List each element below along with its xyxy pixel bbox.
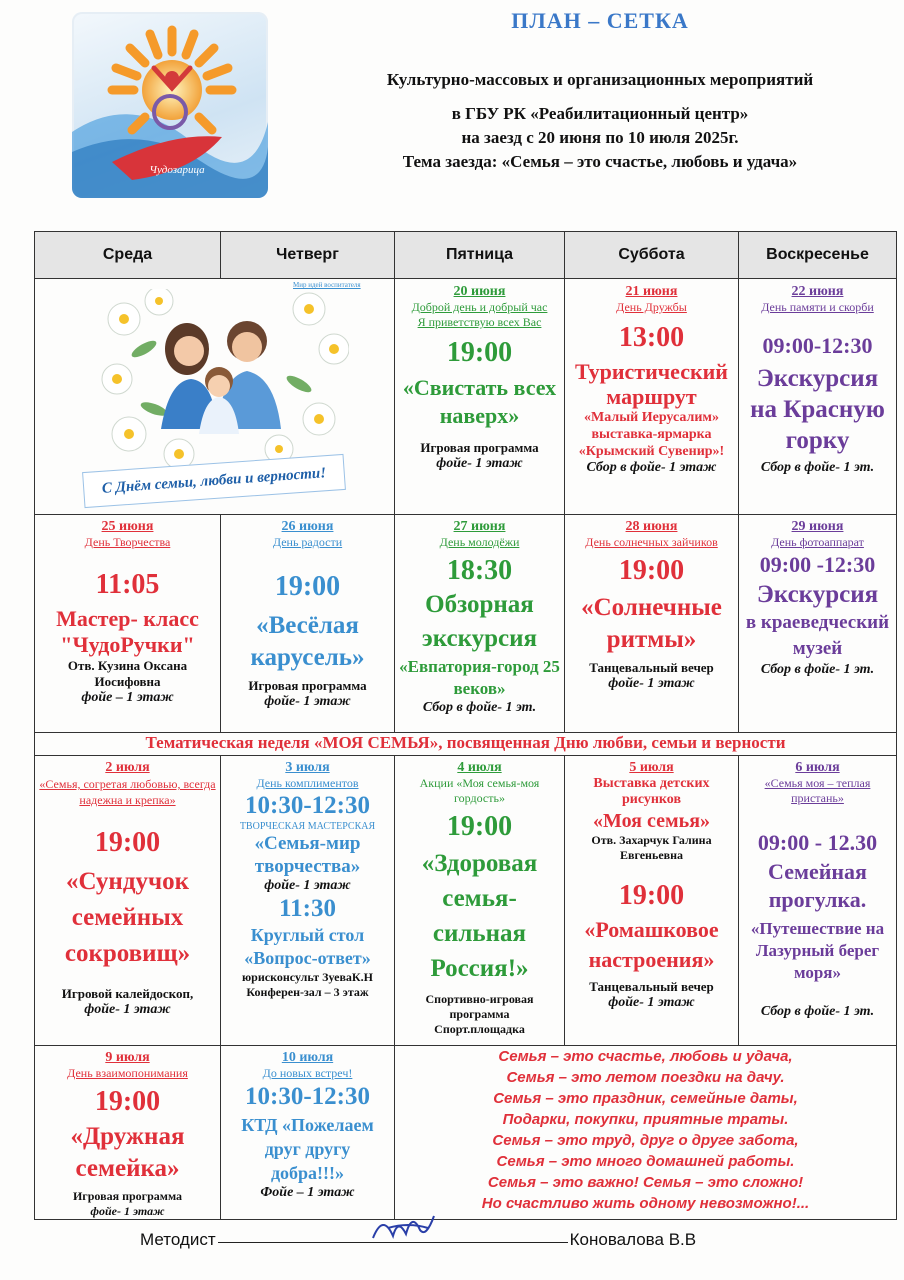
event-date: 22 июня [791,284,844,299]
event-day-name: День молодёжи [439,535,520,549]
logo-caption: Чудозарица [149,164,205,176]
signature-icon [368,1208,438,1248]
event-type: Игровая программа [248,678,367,693]
event-time: 18:30 [446,555,513,586]
event-time: 10:30-12:30 [245,792,370,819]
table-header-row [35,232,897,279]
event-date: 29 июня [791,519,844,534]
workshop-label: ТВОРЧЕСКАЯ МАСТЕРСКАЯ [239,821,376,832]
event-place-2: Конферен-зал – 3 этаж [246,985,369,999]
event-day-name: День Дружбы [616,300,687,314]
event-type: Игровая программа [420,440,539,455]
poem-line: Семья – это много домашней работы. [496,1153,795,1170]
event-type: Танцевальный вечер [589,979,714,994]
day-header: Пятница [395,232,565,279]
event-place: фойе- 1 этаж [608,676,695,691]
event-subtitle: «Малый Иерусалим» выставка-ярмарка «Крымский Сувенир»! [578,410,725,459]
event-date: 10 июля [281,1050,334,1065]
schedule-table [34,231,897,1220]
event-date: 4 июля [457,760,502,775]
event-cell-20-june [395,279,565,515]
event-time: 09:00 - 12.30 [757,830,878,855]
event-type: Игровая программа [72,1189,183,1203]
event-day-name: Акции «Моя семья-моя гордость» [419,776,540,805]
image-caption: Мир идей воспитателя [293,281,361,289]
event-title: Обзорная экскурсия [421,591,538,652]
event-responsible: Отв. Кузина Оксана Иосифовна [67,658,188,689]
event-cell-3-july [221,756,395,1046]
event-title-2: Круглый стол «Вопрос-ответ» [244,925,371,968]
footer-role: Методист [140,1230,216,1249]
event-type: Танцевальный вечер [589,660,714,675]
event-cell-5-july [565,756,739,1046]
event-day-name: День Творчества [84,535,171,549]
event-subtitle: «Путешествие на Лазурный берег моря» [750,919,885,982]
event-title-2: в краеведческий музей [745,612,890,659]
poem-line: Семья – это труд, друг о друге забота, [492,1132,799,1149]
event-day-name: День солнечных зайчиков [585,535,718,549]
event-subtitle: «Евпатория-город 25 веков» [399,657,560,698]
family-day-illustration [35,279,395,515]
day-header: Воскресенье [739,232,897,279]
family-day-banner: С Днём семьи, любви и верности! [101,464,327,497]
table-row [35,1046,897,1220]
event-day-name: День радости [272,535,343,549]
event-place: Сбор в фойе- 1 эт. [422,700,537,715]
event-time: 09:00-12:30 [762,333,873,358]
event-time: 10:30-12:30 [245,1083,370,1110]
event-title: КТД «Пожелаем друг другу добра!!!» [241,1115,374,1183]
event-title: Мастер- класс "ЧудоРучки" [56,606,199,657]
event-day-name: Доброй день и добрый час [411,300,548,314]
table-row [35,756,897,1046]
event-time: 19:00 [94,1086,161,1117]
event-cell-25-june [35,515,221,733]
event-date: 27 июня [453,519,506,534]
event-title: «Солнечные ритмы» [581,594,722,653]
event-time: 11:05 [95,569,160,600]
event-cell-10-july [221,1046,395,1220]
event-cell-28-june [565,515,739,733]
event-place: Сбор в фойе- 1 эт. [760,662,875,677]
event-title: «Здоровая семья-сильная Россия!» [421,850,538,982]
event-title: Семейная прогулка. [768,859,867,912]
page-title: ПЛАН – СЕТКА [511,8,689,33]
family-poem [395,1046,897,1220]
event-place: Спорт.площадка [434,1022,525,1036]
event-time: 19:00 [94,827,161,858]
footer-signature [140,1230,860,1250]
event-day-name: Выставка детских рисунков [593,776,710,807]
poem-line: Подарки, покупки, приятные траты. [502,1111,789,1128]
event-time: 09:00 -12:30 [759,552,876,577]
poem-line: Семья – это летом поездки на дачу. [506,1069,785,1086]
event-day-name: День фотоаппарат [771,535,864,549]
event-place: фойе- 1 этаж [90,1204,165,1218]
event-title: «Свистать всех наверх» [402,375,557,428]
event-place: Сбор в фойе- 1 этаж [586,460,717,475]
event-time-2: 11:30 [279,895,336,922]
event-date: 25 июня [101,519,154,534]
event-place: фойе- 1 этаж [436,456,523,471]
footer-name: Коновалова В.В [569,1230,697,1249]
event-cell-29-june [739,515,897,733]
header-line-1: Культурно-массовых и организационных мероприятий [386,70,814,89]
event-place: фойе – 1 этаж [81,690,174,705]
event-title-2: «Ромашковое настроения» [584,917,719,972]
event-title: «Моя семья» [592,810,711,832]
event-responsible: Отв. Захарчук Галина Евгеньевна [591,833,712,862]
event-cell-22-june [739,279,897,515]
poem-line: Семья – это счастье, любовь и удача, [498,1048,793,1065]
event-cell-4-july [395,756,565,1046]
event-date: 20 июня [453,284,506,299]
header-line-3: на заезд с 20 июня по 10 июля 2025г. [461,128,739,147]
poem-line: Семья – это важно! Семья – это сложно! [487,1174,804,1191]
event-day-name: Я приветствую всех Вас [417,315,542,329]
event-place: Сбор в фойе- 1 эт. [760,1004,875,1019]
logo [72,12,268,198]
event-title: Экскурсия на Красную горку [750,365,885,454]
event-place: фойе- 1 этаж [264,878,351,893]
event-cell-9-july [35,1046,221,1220]
event-place: фойе- 1 этаж [84,1002,171,1017]
header-line-2: в ГБУ РК «Реабилитационный центр» [451,104,749,123]
event-date: 3 июля [285,760,330,775]
event-title: «Семья-мир творчества» [254,833,361,877]
event-type: Спортивно-игровая программа [425,992,534,1021]
event-day-name: День взаимопонимания [67,1066,188,1080]
event-date: 28 июня [625,519,678,534]
theme-week-banner [35,733,897,756]
day-header: Среда [35,232,221,279]
event-cell-26-june [221,515,395,733]
table-row [35,279,897,515]
event-day-name: День памяти и скорби [761,300,874,314]
day-header: Четверг [221,232,395,279]
event-cell-21-june [565,279,739,515]
event-type: Игровой калейдоскоп, [61,986,194,1001]
event-date: 5 июля [629,760,674,775]
table-row [35,733,897,756]
table-row [35,515,897,733]
event-day-name: «Семья моя – теплая пристань» [764,776,871,805]
event-date: 6 июля [795,760,840,775]
event-date: 21 июня [625,284,678,299]
event-title: Экскурсия [756,581,879,608]
event-date: 2 июля [105,760,150,775]
event-title: «Сундучок семейных сокровищ» [64,868,191,967]
event-title: «Весёлая карусель» [250,612,365,671]
event-cell-2-july [35,756,221,1046]
event-place: Сбор в фойе- 1 эт. [760,460,875,475]
event-time: 19:00 [618,555,685,586]
event-time: 13:00 [618,322,685,353]
event-place: фойе- 1 этаж [608,995,695,1010]
event-day-name: До новых встреч! [262,1066,353,1080]
event-cell-27-june [395,515,565,733]
event-title: Туристический маршрут [575,359,728,409]
event-cell-6-july [739,756,897,1046]
event-place: фойе- 1 этаж [264,694,351,709]
event-time: 19:00 [446,337,513,368]
event-time: 19:00 [618,880,685,911]
event-day-name: День комплиментов [256,776,359,790]
event-time: 19:00 [446,811,513,842]
event-date: 26 июня [281,519,334,534]
poem-line: Семья – это праздник, семейные даты, [493,1090,798,1107]
event-day-name: «Семья, согретая любовью, всегда надежна и крепка» [39,777,216,807]
event-responsible: юрисконсульт ЗуеваК.Н [242,970,373,984]
header-line-4: Тема заезда: «Семья – это счастье, любовь и удача» [402,152,798,171]
event-title: «Дружная семейка» [70,1123,185,1182]
poem-line: Но счастливо жить одному невозможно!... [481,1195,810,1212]
event-time: 19:00 [274,571,341,602]
theme-week-text: Тематическая неделя «МОЯ СЕМЬЯ», посвященная Дню любви, семьи и верности [145,733,786,752]
event-place: Фойе – 1 этаж [260,1185,355,1200]
day-header: Суббота [565,232,739,279]
event-date: 9 июля [105,1050,150,1065]
